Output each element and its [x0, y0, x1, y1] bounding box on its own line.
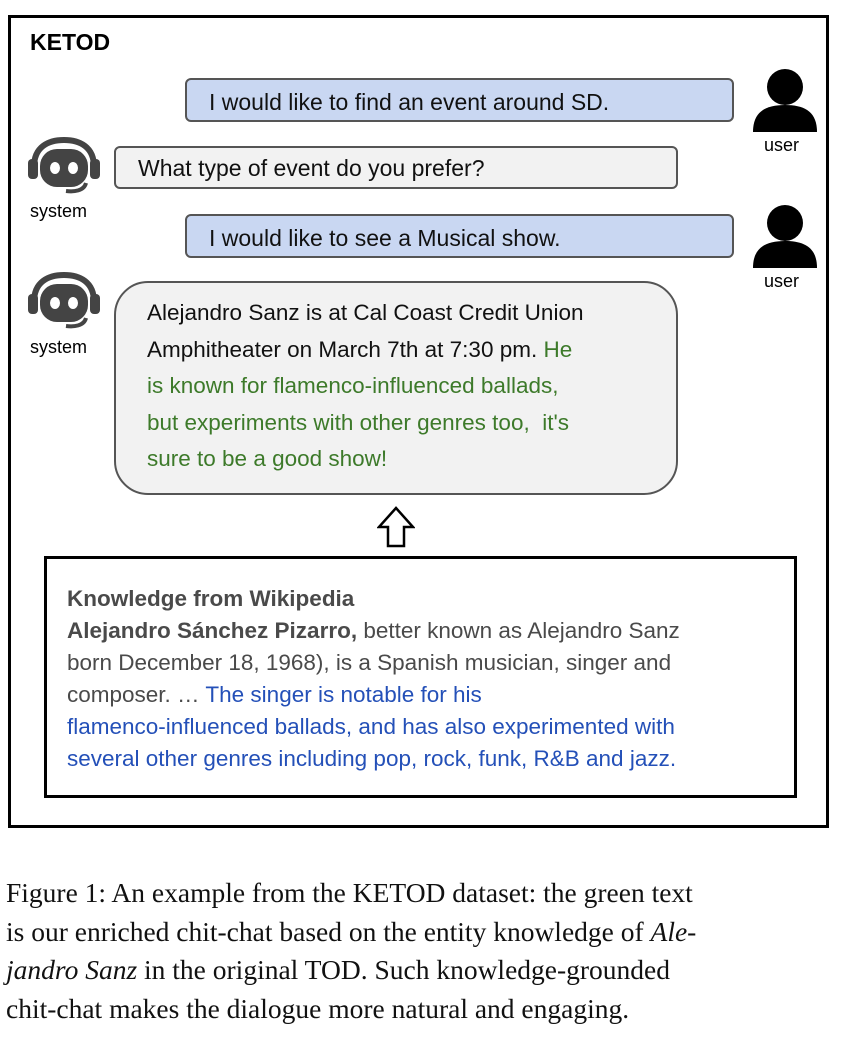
knowledge-line-1: [67, 615, 794, 647]
system-label-1: system: [30, 201, 88, 221]
enriched-chitchat-line-1: is known for flamenco-influenced ballads,: [147, 373, 559, 398]
figure-title: KETOD: [30, 29, 111, 55]
caption-line-3: [6, 951, 842, 990]
caption-line-2: [6, 913, 842, 952]
caption-line-2-text: is our enriched chit-chat based on the entity knowledge of: [6, 915, 651, 947]
system-message-2-line-2: [147, 332, 656, 369]
caption-line-1: Figure 1: An example from the KETOD dataset: the green text: [6, 877, 693, 908]
user-label-1: user: [764, 135, 800, 155]
user-message-1-text: I would like to find an event around SD.: [209, 89, 610, 115]
system-message-2-line-2-plain: Amphitheater on March 7th at 7:30 pm.: [147, 336, 544, 362]
user-avatar-icon: [750, 68, 820, 134]
knowledge-line-2: born December 18, 1968), is a Spanish musician, singer and: [67, 650, 672, 675]
knowledge-entity-name: Alejandro Sánchez Pizarro,: [67, 618, 358, 643]
caption-line-3-text: in the original TOD. Such knowledge-grounded: [137, 954, 671, 985]
user-label-2: user: [764, 271, 800, 291]
user-avatar-icon: [750, 204, 820, 270]
caption-line-4: chit-chat makes the dialogue more natural and engaging.: [6, 992, 630, 1024]
user-message-1: [185, 78, 734, 122]
user-message-2: [185, 214, 734, 258]
knowledge-text-3: composer. …: [67, 682, 206, 707]
enriched-chitchat-line-3: sure to be a good show!: [147, 446, 388, 471]
up-arrow-icon: [377, 506, 415, 548]
system-message-1: [114, 146, 678, 189]
system-message-2-line-1: Alejandro Sanz is at Cal Coast Credit Union: [147, 300, 584, 325]
enriched-chitchat-start: He: [543, 336, 573, 362]
caption-line-2-italic: Ale-: [650, 915, 697, 947]
enriched-chitchat-line-2: but experiments with other genres too, it's: [147, 409, 570, 435]
knowledge-line-3: [67, 679, 794, 711]
system-bot-icon: [26, 137, 102, 195]
system-message-1-text: What type of event do you prefer?: [138, 155, 485, 181]
figure-caption: [6, 874, 842, 1028]
system-message-2: [114, 281, 678, 495]
system-bot-icon: [26, 272, 102, 330]
knowledge-highlight-3: several other genres including pop, rock, funk, R&B and jazz.: [67, 746, 677, 771]
knowledge-heading: Knowledge from Wikipedia: [67, 586, 355, 611]
caption-line-3-italic: jandro Sanz: [6, 954, 138, 985]
knowledge-box: [44, 556, 797, 798]
user-message-2-text: I would like to see a Musical show.: [209, 225, 561, 251]
knowledge-highlight-1: The singer is notable for his: [205, 682, 482, 707]
knowledge-highlight-2: flamenco-influenced ballads, and has also experimented with: [67, 714, 675, 739]
knowledge-text-1: better known as Alejandro Sanz: [357, 618, 680, 643]
system-label-2: system: [30, 337, 88, 357]
